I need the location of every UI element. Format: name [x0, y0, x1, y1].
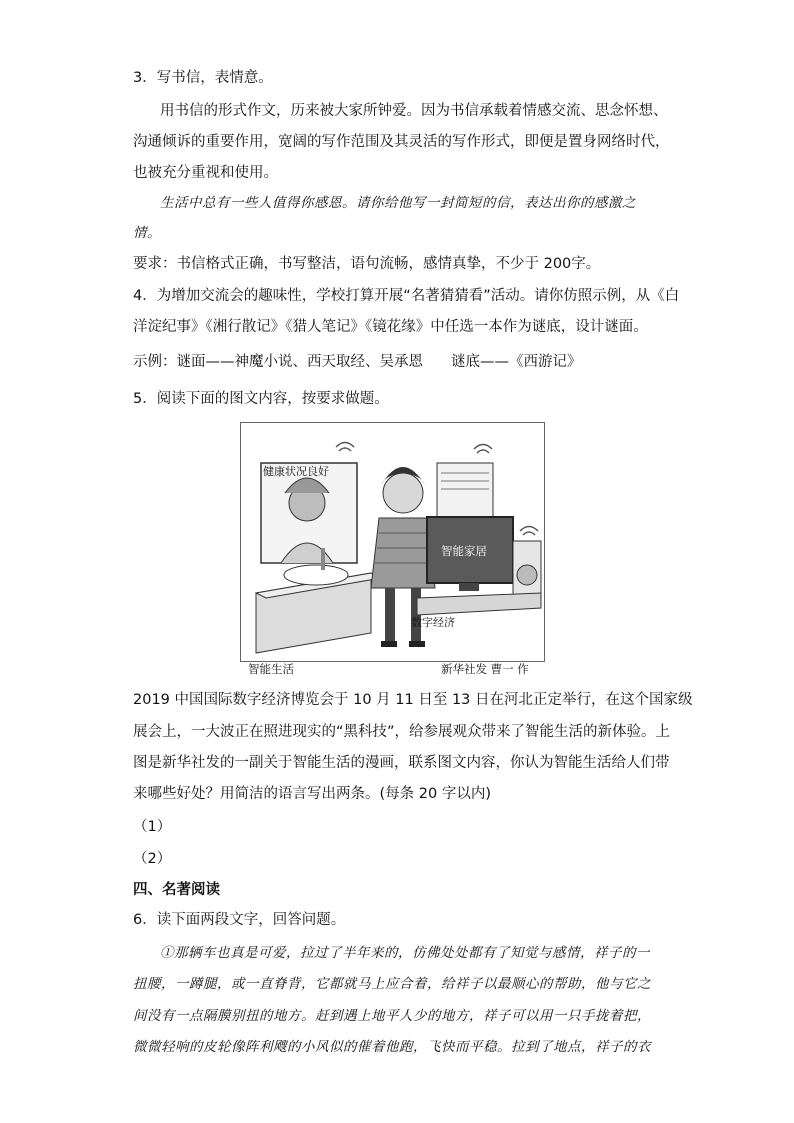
q3-intro-line-2: 沟通倾诉的重要作用，宽阔的写作范围及其灵活的写作形式，即便是置身网络时代，	[133, 134, 670, 150]
q5-text-line-1: 2019 中国国际数字经济博览会于 10 月 11 日至 13 日在河北正定举行，在这个国家级	[133, 692, 693, 708]
air-conditioner	[437, 463, 493, 523]
q6-passage-line-4: 微微轻响的皮轮像阵利飕的小风似的催着他跑，飞快而平稳。拉到了地点，祥子的衣	[133, 1039, 651, 1055]
smart-life-cartoon	[240, 422, 545, 662]
cartoon-illustration	[241, 423, 544, 661]
q5-title: 5．阅读下面的图文内容，按要求做题。	[133, 391, 389, 407]
q5-blank-1: （1）	[133, 819, 172, 835]
q4-example	[133, 352, 582, 372]
caption-left: 智能生活	[248, 662, 294, 676]
q5-blank-2: （2）	[133, 851, 172, 867]
mirror-label: 健康状况良好	[263, 465, 329, 478]
q3-requirement: 要求：书信格式正确，书写整洁，语句流畅，感情真挚，不少于 200字。	[133, 256, 601, 272]
q3-prompt-line-1: 生活中总有一些人值得你感恩。请你给他写一封简短的信，表达出你的感激之	[160, 195, 636, 211]
q3-title: 3．写书信，表情意。	[133, 70, 273, 86]
q4-example-face: 示例：谜面——神魔小说、西天取经、吴承恩	[133, 354, 423, 370]
q3-intro-line-3: 也被充分重视和使用。	[133, 165, 278, 181]
q6-passage-line-2: 扭腰，一蹲腿，或一直脊背，它都就马上应合着，给祥子以最顺心的帮助，他与它之	[133, 976, 651, 992]
q5-text-line-2: 展会上，一大波正在照进现实的“黑科技”，给参展观众带来了智能生活的新体验。上	[133, 724, 671, 740]
q5-text-line-3: 图是新华社发的一副关于智能生活的漫画，联系图文内容，你认为智能生活给人们带	[133, 755, 670, 771]
q6-passage-line-3: 间没有一点隔膜别扭的地方。赶到遇上地平人少的地方，祥子可以用一只手拢着把，	[133, 1008, 651, 1024]
q4-line-1: 4．为增加交流会的趣味性，学校打算开展“名著猜猜看”活动。请你仿照示例，从《白	[133, 288, 680, 304]
q5-text-line-4: 来哪些好处？用简洁的语言写出两条。(每条 20 字以内)	[133, 786, 491, 802]
caption-right: 新华社发 曹一 作	[441, 662, 529, 676]
bottom-label: 数字经济	[411, 616, 455, 629]
washing-machine	[513, 541, 541, 599]
q6-passage-line-1: ①那辆车也真是可爱，拉过了半年来的，仿佛处处都有了知觉与感情，祥子的一	[160, 945, 650, 961]
tv-label: 智能家居	[441, 544, 487, 558]
q6-title: 6．读下面两段文字，回答问题。	[133, 912, 346, 928]
tv-stand	[417, 593, 541, 615]
q4-example-answer: 谜底——《西游记》	[451, 354, 582, 370]
q3-prompt-line-2: 情。	[133, 225, 161, 241]
section-heading: 四、名著阅读	[133, 882, 220, 898]
q3-intro-line-1: 用书信的形式作文，历来被大家所钟爱。因为书信承载着情感交流、思念怀想、	[160, 103, 668, 119]
q4-line-2: 洋淀纪事》《湘行散记》《猎人笔记》《镜花缘》中任选一本作为谜底，设计谜面。	[133, 319, 648, 335]
